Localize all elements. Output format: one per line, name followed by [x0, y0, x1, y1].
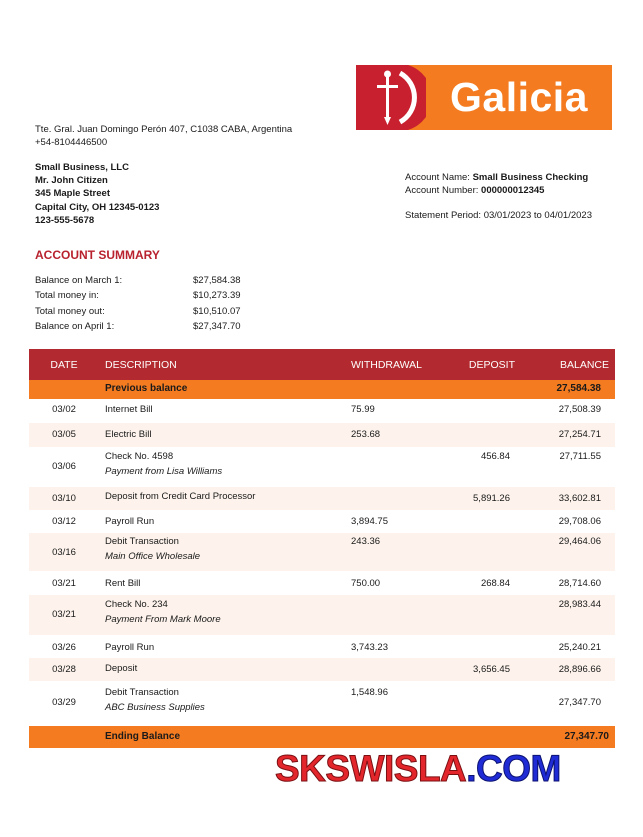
previous-balance-row: [29, 380, 615, 399]
row-date: 03/21: [52, 609, 76, 620]
account-summary: [35, 273, 241, 334]
summary-row: [35, 319, 241, 334]
transactions-table: [29, 349, 615, 748]
customer-city: Capital City, OH 12345-0123: [35, 201, 160, 213]
row-description-main: Debit Transaction: [105, 536, 179, 547]
summary-label: Balance on March 1:: [35, 275, 123, 287]
table-row: [29, 681, 615, 720]
header-description: DESCRIPTION: [105, 358, 177, 371]
row-date: 03/10: [52, 493, 76, 504]
customer-street: 345 Maple Street: [35, 188, 110, 200]
row-description-sub: Main Office Wholesale: [105, 551, 201, 562]
row-description-sub: Payment from Lisa Williams: [105, 466, 223, 477]
ending-balance-value: 27,347.70: [564, 731, 609, 742]
row-balance: 29,464.06: [558, 536, 601, 547]
account-name-label: Account Name:: [405, 172, 470, 183]
row-balance: 27,711.55: [559, 451, 601, 462]
bank-logo: [356, 65, 612, 130]
row-withdrawal: 243.36: [351, 536, 381, 547]
row-description-sub: ABC Business Supplies: [105, 702, 205, 713]
row-balance: 27,347.70: [558, 697, 601, 708]
table-row: [29, 571, 615, 595]
row-deposit: 268.84: [480, 578, 510, 589]
row-description-main: Debit Transaction: [105, 687, 179, 698]
summary-value: $27,584.38: [193, 275, 241, 287]
table-row: [29, 510, 615, 533]
row-description: Electric Bill: [105, 429, 152, 440]
table-row: [29, 635, 615, 658]
table-row: [29, 658, 615, 681]
bank-address: Tte. Gral. Juan Domingo Perón 407, C1038 CABA, Argentina: [35, 124, 293, 135]
row-deposit: 3,656.45: [473, 664, 510, 675]
row-balance: 27,254.71: [558, 429, 601, 440]
row-date: 03/06: [52, 461, 76, 472]
account-number-label: Account Number:: [405, 185, 479, 196]
row-withdrawal: 750.00: [351, 578, 381, 589]
row-description: [105, 451, 222, 477]
header-date: DATE: [50, 358, 78, 371]
row-date: 03/05: [52, 429, 76, 440]
row-description: [105, 536, 200, 562]
summary-label: Total money out:: [35, 305, 105, 317]
watermark: [275, 748, 561, 790]
row-date: 03/12: [52, 516, 76, 527]
row-date: 03/26: [52, 642, 76, 653]
table-row: [29, 423, 615, 447]
row-balance: 28,714.60: [558, 578, 601, 589]
table-row: [29, 399, 615, 423]
customer-business: Small Business, LLC: [35, 162, 129, 173]
row-description: Deposit from Credit Card Processor: [105, 491, 256, 502]
customer-name: Mr. John Citizen: [35, 175, 108, 187]
row-withdrawal: 253.68: [351, 429, 381, 440]
row-balance: 28,983.44: [558, 599, 601, 610]
row-balance: 28,896.66: [558, 664, 601, 675]
row-description: Deposit: [105, 663, 138, 674]
summary-title: ACCOUNT SUMMARY: [35, 248, 160, 262]
table-row: [29, 533, 615, 571]
row-description: Payroll Run: [105, 642, 155, 653]
row-deposit: 5,891.26: [473, 493, 510, 504]
row-withdrawal: 3,894.75: [351, 516, 388, 527]
table-row: [29, 487, 615, 510]
row-date: 03/28: [52, 664, 76, 675]
row-withdrawal: 1,548.96: [351, 687, 388, 698]
statement-period-value: 03/01/2023 to 04/01/2023: [483, 210, 592, 221]
summary-row: [35, 304, 241, 319]
row-description: Payroll Run: [105, 516, 155, 527]
row-date: 03/29: [52, 697, 76, 708]
table-row: [29, 447, 615, 487]
customer-block: [35, 161, 159, 227]
previous-balance-label: Previous balance: [105, 383, 188, 394]
customer-phone: 123-555-5678: [35, 214, 95, 226]
row-withdrawal: 75.99: [351, 404, 375, 415]
statement-period-label: Statement Period:: [405, 210, 482, 221]
row-description-sub: Payment From Mark Moore: [105, 614, 221, 625]
header-balance: BALANCE: [559, 358, 609, 371]
account-number: 000000012345: [481, 185, 545, 196]
summary-value: $10,510.07: [193, 305, 241, 317]
row-withdrawal: 3,743.23: [351, 642, 388, 653]
row-date: 03/16: [52, 547, 76, 558]
row-deposit: 456.84: [480, 451, 510, 462]
summary-value: $10,273.39: [193, 290, 241, 302]
summary-label: Total money in:: [35, 290, 99, 302]
row-balance: 27,508.39: [558, 404, 601, 415]
row-description: [105, 599, 221, 625]
header-withdrawal: WITHDRAWAL: [351, 358, 422, 371]
row-description: Rent Bill: [105, 578, 141, 589]
account-name: Small Business Checking: [472, 172, 589, 183]
table-row: [29, 595, 615, 635]
row-description: [105, 687, 205, 713]
sword-icon: [356, 65, 426, 130]
logo-band: [426, 65, 612, 130]
row-description-main: Check No. 234: [105, 599, 168, 610]
watermark-part1: SKSWISLA: [275, 748, 467, 789]
summary-row: [35, 288, 241, 303]
watermark-part2: .COM: [466, 748, 561, 789]
row-date: 03/21: [52, 578, 76, 589]
previous-balance-value: 27,584.38: [556, 383, 601, 394]
header-deposit: DEPOSIT: [468, 358, 515, 371]
account-info: [405, 171, 588, 197]
table-header: [29, 349, 615, 380]
row-balance: 33,602.81: [558, 493, 601, 504]
ending-balance-row: [29, 726, 615, 748]
summary-row: [35, 273, 241, 288]
ending-balance-label: Ending Balance: [105, 731, 181, 742]
row-balance: 29,708.06: [558, 516, 601, 527]
logo-text: Galicia: [450, 74, 588, 120]
bank-phone: +54-8104446500: [35, 137, 108, 148]
summary-value: $27,347.70: [193, 321, 241, 333]
statement-period: [405, 210, 592, 221]
row-date: 03/02: [52, 404, 76, 415]
summary-label: Balance on April 1:: [35, 321, 115, 333]
row-description-main: Check No. 4598: [105, 451, 174, 462]
bank-address-block: [35, 123, 292, 149]
row-description: Internet Bill: [105, 404, 153, 415]
row-balance: 25,240.21: [558, 642, 601, 653]
